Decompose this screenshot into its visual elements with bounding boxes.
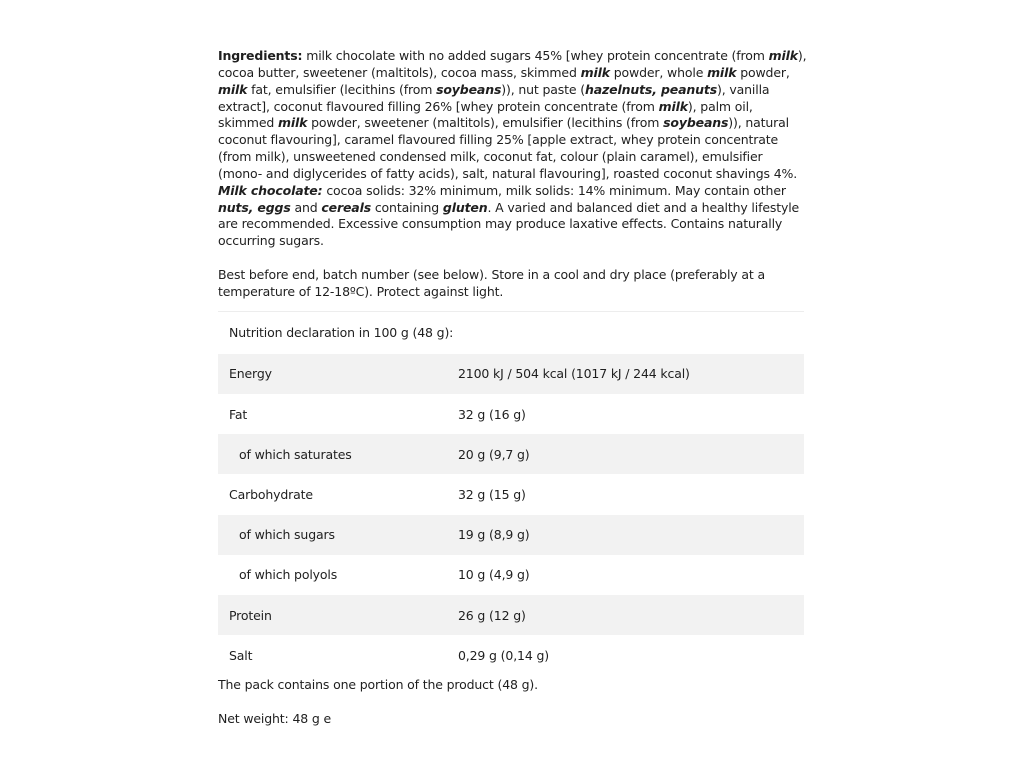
ingredients-text: powder, sweetener (maltitols), emulsifier (lecithins (from	[307, 115, 664, 131]
nutrient-name: of which sugars	[218, 515, 458, 555]
nutrient-value: 32 g (15 g)	[458, 486, 526, 502]
allergen-gluten: gluten	[442, 199, 488, 215]
table-row	[218, 434, 804, 474]
net-weight: Net weight: 48 g e	[218, 711, 332, 727]
ingredients-label: Ingredients:	[218, 48, 303, 63]
table-row	[218, 474, 804, 514]
allergen-soybeans: soybeans	[436, 81, 502, 97]
allergen-milk: milk	[218, 81, 248, 97]
ingredients-text: cocoa solids: 32% minimum, milk solids: 14% minimum. May contain other	[322, 182, 786, 198]
milk-chocolate-label: Milk chocolate:	[218, 182, 323, 198]
table-row	[218, 595, 804, 635]
nutrient-name: Fat	[229, 406, 248, 422]
allergen-milk: milk	[707, 64, 737, 80]
nutrient-value: 0,29 g (0,14 g)	[458, 647, 549, 663]
nutrient-value: 32 g (16 g)	[458, 406, 526, 422]
storage-instructions: Best before end, batch number (see below). Store in a cool and dry place (preferably at a temperature of 12-18ºC). Protect against light.	[218, 267, 765, 299]
table-row	[218, 515, 804, 555]
table-row	[218, 394, 804, 434]
nutrient-value: 2100 kJ / 504 kcal (1017 kJ / 244 kcal)	[458, 354, 804, 394]
nutrition-rows	[218, 354, 804, 676]
nutrient-value: 19 g (8,9 g)	[458, 515, 804, 555]
allergen-milk: milk	[768, 48, 798, 63]
ingredients-text: ), cocoa butter, sweetener (maltitols), cocoa mass, skimmed	[218, 48, 807, 80]
nutrition-header: Nutrition declaration in 100 g (48 g):	[218, 311, 804, 354]
table-row	[218, 354, 804, 394]
ingredients-text: )), nut paste (	[501, 81, 585, 97]
nutrient-name: Energy	[218, 354, 458, 394]
nutrient-name: Salt	[229, 647, 253, 663]
pack-note: The pack contains one portion of the product (48 g).	[218, 677, 538, 693]
ingredients-text: powder, whole	[609, 64, 708, 80]
table-row	[218, 635, 804, 675]
nutrition-table	[218, 311, 804, 676]
nutrient-name: of which polyols	[239, 567, 338, 583]
ingredients-text: fat, emulsifier (lecithins (from	[247, 81, 437, 97]
allergen-milk: milk	[580, 64, 610, 80]
nutrient-name: Protein	[218, 595, 458, 635]
nutrient-name: Carbohydrate	[229, 486, 313, 502]
nutrient-value: 20 g (9,7 g)	[458, 434, 804, 474]
ingredients-text: )), natural coconut flavouring], caramel flavoured filling 25% [apple extract, whey protein concentrate (from milk), unsweetened condensed milk, coconut fat, colour (plain caramel), emulsifier (mono- and diglycerides of fatty acids), salt, natural flavouring], roasted coconut shavings 4%.	[218, 115, 798, 181]
nutrient-name: of which saturates	[218, 434, 458, 474]
ingredients-text: containing	[371, 199, 443, 215]
table-row	[218, 555, 804, 595]
nutrient-value: 26 g (12 g)	[458, 595, 804, 635]
allergen-milk: milk	[277, 115, 308, 131]
ingredients-text: ), vanilla extract], coconut flavoured filling 26% [whey protein concentrate (from	[218, 81, 770, 114]
ingredients-text: ), palm oil, skimmed	[218, 98, 753, 131]
allergen-nuts-eggs: nuts, eggs	[218, 199, 291, 215]
ingredients-text: . A varied and balanced diet and a healthy lifestyle are recommended. Excessive consumption may produce laxative effects. Contains naturally occurring sugars.	[218, 199, 800, 249]
ingredients-text: milk chocolate with no added sugars 45% [whey protein concentrate (from	[302, 48, 769, 63]
nutrient-value: 10 g (4,9 g)	[458, 567, 530, 583]
allergen-nuts: hazelnuts, peanuts	[584, 81, 718, 97]
ingredients-text: and	[290, 199, 322, 215]
product-info	[218, 48, 808, 727]
ingredients-paragraph	[218, 48, 808, 250]
ingredients-text: powder,	[736, 64, 790, 80]
allergen-cereals: cereals	[321, 199, 371, 215]
allergen-soybeans: soybeans	[663, 115, 729, 131]
allergen-milk: milk	[658, 98, 688, 114]
